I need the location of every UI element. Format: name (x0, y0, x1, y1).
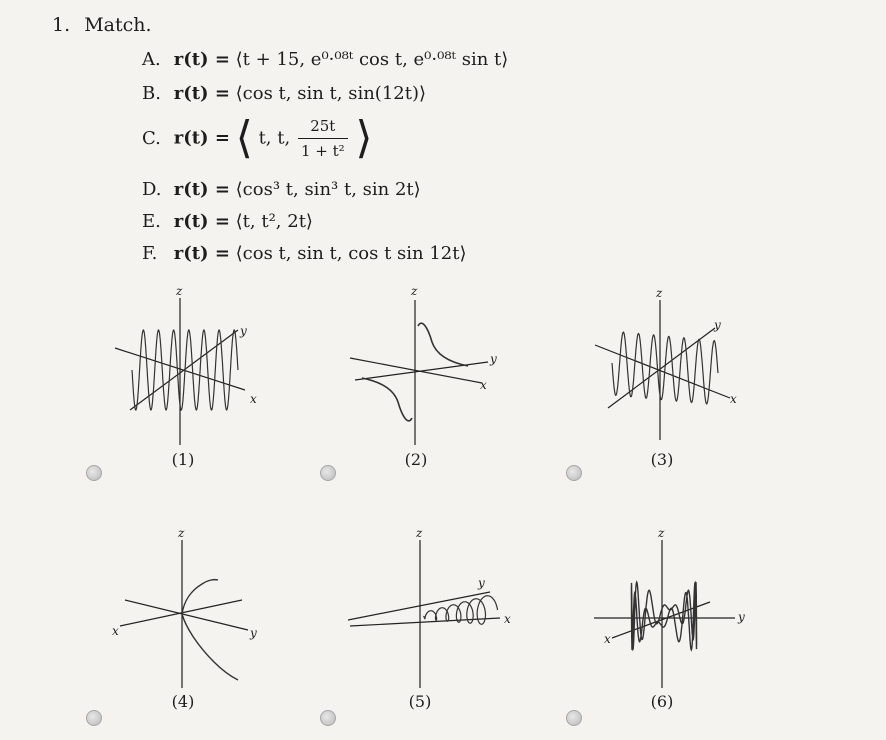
graph-1 (110, 284, 270, 450)
graph-4 (110, 526, 270, 690)
graph-6-x-label: x (604, 632, 611, 646)
right-angle-bracket: ⟩ (355, 112, 373, 164)
equation-d: D. r(t) = ⟨cos³ t, sin³ t, sin 2t⟩ (142, 179, 421, 200)
graph-5-x-label: x (504, 612, 511, 626)
graph-3-z-label: z (656, 286, 663, 300)
graph-2-x-label: x (480, 378, 487, 392)
answer-radio-6[interactable] (566, 710, 582, 726)
graph-1-plot (110, 290, 270, 450)
graph-5-caption: (5) (408, 692, 432, 711)
graph-3 (590, 286, 750, 450)
answer-radio-3[interactable] (566, 465, 582, 481)
graph-5 (340, 526, 520, 690)
graph-1-z-label: z (176, 284, 183, 298)
graph-6 (590, 526, 750, 690)
graph-5-z-label: z (416, 526, 423, 540)
graph-3-caption: (3) (650, 450, 674, 469)
answer-radio-1[interactable] (86, 465, 102, 481)
graph-1-caption: (1) (171, 450, 195, 469)
graph-1-x-label: x (250, 392, 257, 406)
equation-e: E. r(t) = ⟨t, t², 2t⟩ (142, 211, 313, 232)
fraction: $\frac{25t}{\text{1 + t²}}$ (298, 114, 348, 163)
graph-4-x-label: x (112, 624, 119, 638)
graph-1-y-label: y (240, 324, 247, 338)
answer-radio-2[interactable] (320, 465, 336, 481)
graph-4-z-label: z (178, 526, 185, 540)
answer-radio-5[interactable] (320, 710, 336, 726)
graph-4-caption: (4) (171, 692, 195, 711)
answer-radio-4[interactable] (86, 710, 102, 726)
graph-5-y-label: y (478, 576, 485, 590)
equation-c: C. r(t) = ⟨ t, t, $\frac{25t}{\text{1 + t²}}$ ⟩ (142, 112, 373, 164)
left-angle-bracket: ⟨ (235, 112, 253, 164)
graph-6-z-label: z (658, 526, 665, 540)
equation-f: F. r(t) = ⟨cos t, sin t, cos t sin 12t⟩ (142, 243, 467, 264)
problem-instruction: Match. (84, 14, 152, 36)
graph-6-y-label: y (738, 610, 745, 624)
problem-number: 1. (52, 14, 71, 36)
graph-2 (340, 284, 500, 450)
equation-a: A. r(t) = ⟨t + 15, e⁰·⁰⁸ᵗ cos t, e⁰·⁰⁸ᵗ sin t⟩ (142, 49, 509, 70)
graph-6-caption: (6) (650, 692, 674, 711)
equation-b: B. r(t) = ⟨cos t, sin t, sin(12t)⟩ (142, 83, 427, 104)
graph-2-y-label: y (490, 352, 497, 366)
graph-4-y-label: y (250, 626, 257, 640)
graph-3-x-label: x (730, 392, 737, 406)
graph-2-z-label: z (411, 284, 418, 298)
graph-2-caption: (2) (404, 450, 428, 469)
problem-title (52, 14, 152, 36)
graph-3-y-label: y (714, 318, 721, 332)
